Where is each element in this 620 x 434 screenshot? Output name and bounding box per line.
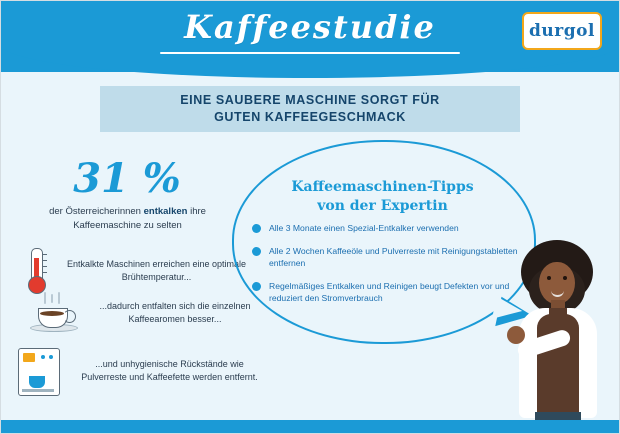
coffee-cup-icon bbox=[30, 292, 76, 334]
coffee-machine-icon bbox=[18, 348, 58, 394]
header-bar bbox=[0, 0, 620, 72]
banner-line-2: GUTEN KAFFEEGESCHMACK bbox=[214, 110, 406, 124]
fact-row-hygiene bbox=[18, 348, 288, 394]
logo-text: durgol bbox=[529, 21, 595, 41]
stat-description-bold: entkalken bbox=[143, 206, 188, 217]
banner-line-1: EINE SAUBERE MASCHINE SORGT FÜR bbox=[180, 93, 440, 107]
list-item bbox=[252, 222, 520, 234]
footer-bar bbox=[0, 420, 620, 434]
stat-description-part1: der Österreicherinnen bbox=[49, 206, 144, 217]
fact-text-aroma: ...dadurch entfalten sich die einzelnen Kaffeearomen besser... bbox=[99, 301, 251, 324]
page-title: Kaffeestudie bbox=[184, 8, 436, 46]
stat-description bbox=[20, 205, 235, 233]
bullet-icon bbox=[252, 224, 261, 233]
tip-text-2: Alle 2 Wochen Kaffeeöle und Pulverreste mit Reinigungstabletten entfernen bbox=[269, 246, 518, 268]
bubble-title bbox=[250, 178, 515, 216]
fact-text-temperature: Entkalkte Maschinen erreichen eine optimale Brühtemperatur... bbox=[66, 259, 247, 282]
thermometer-icon bbox=[22, 248, 50, 294]
bullet-icon bbox=[252, 282, 261, 291]
tip-text-1: Alle 3 Monate einen Spezial-Entkalker verwenden bbox=[269, 223, 459, 233]
fact-row-aroma bbox=[30, 292, 280, 334]
bubble-title-line-1: Kaffeemaschinen-Tipps bbox=[291, 179, 474, 195]
stat-percentage: 31 % bbox=[73, 155, 181, 202]
bullet-icon bbox=[252, 247, 261, 256]
tips-list bbox=[252, 222, 520, 315]
fact-text-hygiene: ...und unhygienische Rückstände wie Pulverreste und Kaffeefette werden entfernt. bbox=[81, 359, 258, 382]
stat-description-part2: ihre Kaffeemaschine zu selten bbox=[73, 206, 206, 231]
title-underline bbox=[160, 52, 460, 54]
bubble-title-line-2: von der Expertin bbox=[317, 198, 448, 214]
durgol-logo bbox=[522, 12, 602, 50]
coffee-expert-illustration bbox=[505, 240, 615, 425]
list-item bbox=[252, 245, 520, 269]
tip-text-3: Regelmäßiges Entkalken und Reinigen beugt Defekten vor und reduziert den Stromverbrauch bbox=[269, 281, 510, 303]
subtitle-banner bbox=[100, 86, 520, 132]
list-item bbox=[252, 280, 520, 304]
